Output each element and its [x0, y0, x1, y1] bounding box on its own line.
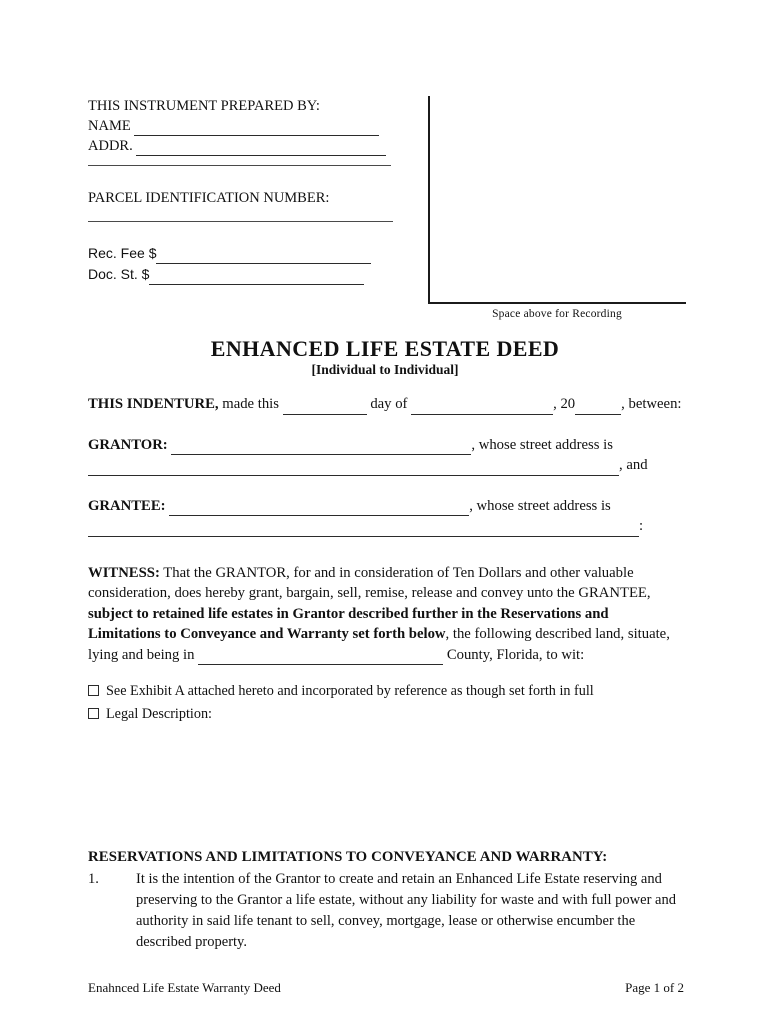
grantor-name-blank-rule[interactable] — [171, 441, 471, 455]
doc-st-label: Doc. St. $ — [88, 266, 150, 282]
indenture-between: , between: — [621, 396, 682, 412]
grantee-address-blank-rule[interactable] — [88, 523, 639, 537]
checkbox-row-exhibit-a[interactable] — [88, 681, 684, 702]
footer-page-number: Page 1 of 2 — [625, 980, 684, 995]
checkbox-legal-description[interactable] — [88, 708, 99, 719]
recording-space-caption: Space above for Recording — [492, 308, 622, 320]
indenture-day-of: day of — [366, 396, 412, 412]
reservations-heading: RESERVATIONS AND LIMITATIONS TO CONVEYANCE AND WARRANTY: — [88, 849, 608, 865]
footer-document-name: Enahnced Life Estate Warranty Deed — [88, 980, 281, 995]
grantor-address-text: , whose street address is — [471, 436, 613, 453]
checkbox-exhibit-a[interactable] — [88, 685, 99, 696]
witness-bold-clause: subject to retained life estates in Grantor described further in the Reservations and Limitations to Conveyance and Warranty set forth below — [88, 605, 609, 642]
grantor-label: GRANTOR: — [88, 436, 168, 453]
witness-part-one: That the GRANTOR, for and in consideration of Ten Dollars and other valuable consideration, does hereby grant, bargain, sell, remise, release and convey unto the GRANTEE, — [88, 564, 651, 601]
county-blank-rule[interactable] — [198, 651, 443, 665]
rec-fee-blank-rule[interactable] — [156, 250, 371, 264]
rec-fee-row — [88, 243, 408, 264]
document-title: ENHANCED LIFE ESTATE DEED — [210, 336, 560, 361]
name-field-row — [88, 116, 408, 136]
checkbox-legal-description-label: Legal Description: — [106, 706, 212, 722]
prepared-by-heading: THIS INSTRUMENT PREPARED BY: — [88, 98, 320, 114]
reservations-item-1-number: 1. — [88, 870, 99, 887]
grantee-continuation-tail: : — [639, 518, 644, 534]
indenture-made-this: made this — [218, 396, 283, 412]
grantor-continuation-tail: , and — [619, 457, 648, 473]
doc-st-row — [88, 264, 408, 285]
checkbox-exhibit-a-label: See Exhibit A attached hereto and incorporated by reference as though set forth in full — [106, 683, 594, 699]
indenture-year-prefix: , 20 — [553, 396, 576, 412]
reservations-item-1-text: It is the intention of the Grantor to create and retain an Enhanced Life Estate reserving and preserving to the Grantor a life estate, without any liability for waste and with full power and authority in said life tenant to sell, convey, mortgage, lease or otherwise encumber the described property. — [136, 870, 676, 950]
grantee-line — [88, 496, 684, 517]
page-footer — [88, 980, 684, 996]
grantee-address-line — [88, 516, 684, 537]
reservations-item-1 — [88, 869, 684, 953]
rec-fee-label: Rec. Fee $ — [88, 245, 157, 261]
witness-county-tail: County, Florida, to wit: — [443, 646, 585, 663]
parcel-identification-label: PARCEL IDENTIFICATION NUMBER: — [88, 190, 330, 206]
document-body — [88, 394, 684, 953]
name-blank-rule[interactable] — [134, 122, 379, 136]
checkbox-row-legal-description[interactable] — [88, 704, 684, 725]
name-label: NAME — [88, 118, 131, 134]
year-blank-rule[interactable] — [575, 401, 621, 415]
indenture-bold-lead: THIS INDENTURE, — [88, 396, 219, 412]
grantor-address-line — [88, 455, 684, 476]
witness-bold-lead: WITNESS: — [88, 564, 160, 581]
day-blank-rule[interactable] — [283, 401, 367, 415]
document-subtitle: [Individual to Individual] — [311, 362, 459, 377]
grantee-address-text: , whose street address is — [469, 497, 611, 514]
doc-st-blank-rule[interactable] — [149, 271, 364, 285]
recording-space-box — [428, 96, 686, 304]
grantor-line — [88, 435, 684, 456]
prepared-by-block — [88, 96, 408, 285]
grantee-label: GRANTEE: — [88, 497, 166, 514]
legal-description-blank-area[interactable] — [88, 725, 684, 847]
addr-field-row — [88, 136, 408, 156]
indenture-line — [88, 394, 684, 415]
addr-label: ADDR. — [88, 138, 133, 154]
witness-paragraph — [88, 563, 684, 666]
addr-blank-rule[interactable] — [136, 142, 386, 156]
grantor-address-blank-rule[interactable] — [88, 462, 619, 476]
month-blank-rule[interactable] — [411, 401, 553, 415]
grantee-name-blank-rule[interactable] — [169, 502, 469, 516]
witness-part-two: , the following described land, situate, lying and being in — [88, 626, 670, 663]
